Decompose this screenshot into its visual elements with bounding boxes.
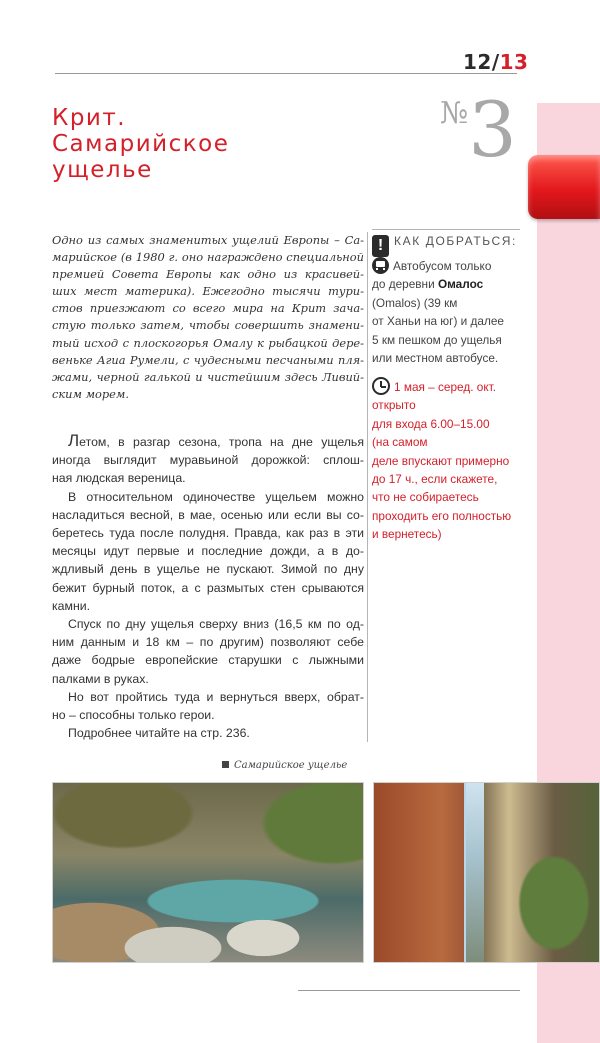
gorge-passage (466, 783, 484, 963)
column-divider (367, 232, 368, 742)
bus-icon (372, 257, 389, 274)
dropcap: Л (68, 431, 80, 450)
intro-paragraph: Одно из самых знаменитых ущелий Европы – Са- марийское (в 1980 г. оно награждено специальной премией Совета Европы как одно из красивей- ших мест материка). Ежегодно тысячи тури- стов приезжают со всего мира на Крит зача- стую только затем, чтобы совершить знамени- тый исход с плоскогорья Омалу к рыбацкой дере- веньке Агиа Румели, с чудесными песчаными пля- жами, черной галькой и чистейшим здесь Ливий- ским морем. (52, 233, 364, 401)
caption-marker (222, 761, 229, 768)
how-to-get-there: ! КАК ДОБРАТЬСЯ: Автобусом только до деревни Омалос (Omalos) (39 км от Ханьи на юг) и далее 5 км пешком до ущелья или местном автобусе. (372, 234, 517, 366)
page-reference: Подробнее читайте на стр. 236. (68, 726, 250, 741)
opening-hours: 1 мая – серед. окт. открыто для входа 6.00–15.00 (на самом деле впускают примерно до 17 ч., если скажете, что не собираетесь проходить его полностью и вернетесь) (372, 377, 532, 544)
sidebar-rule (372, 229, 520, 230)
chapter-number: №3 (440, 85, 517, 174)
page-title: Крит. Самарийское ущелье (52, 105, 230, 183)
footer-rule (298, 990, 520, 991)
exclamation-icon: ! (372, 235, 389, 257)
clock-icon (372, 377, 390, 395)
body-text: Летом, в разгар сезона, тропа на дне ущелья иногда выглядит муравьиной дорожкой: сплош- ная людская вереница. В относительном одиночестве ущельем можно насладиться весной, в мае, осенью или если вы со- беретесь туда после полудня. Правда, как раз в эти месяцы идут первые и последние дожди, а в до- ждливый день в ущелье не пускают. Зимой по дну бежит бурный поток, а с размытых стен срываются камни. Спуск по дну ущелья сверху вниз (16,5 км по од- ним данным и 18 км – по другим) позволяют себе даже бодрые европейские старушки с лыжными палками в руках. Но вот пройтись туда и вернуться вверх, обрат- но – способны только герои. Подробнее читайте на стр. 236. (52, 432, 364, 742)
chapter-tab[interactable] (528, 155, 600, 219)
page-number: 12/13 (463, 50, 529, 74)
how-to-heading: КАК ДОБРАТЬСЯ: (394, 234, 517, 248)
header-rule (55, 73, 517, 74)
village-name: Омалос (437, 277, 484, 292)
gorge-walls-photo (373, 782, 600, 963)
gorge-river-photo (52, 782, 364, 963)
photo-caption: Самарийское ущелье (222, 760, 347, 771)
